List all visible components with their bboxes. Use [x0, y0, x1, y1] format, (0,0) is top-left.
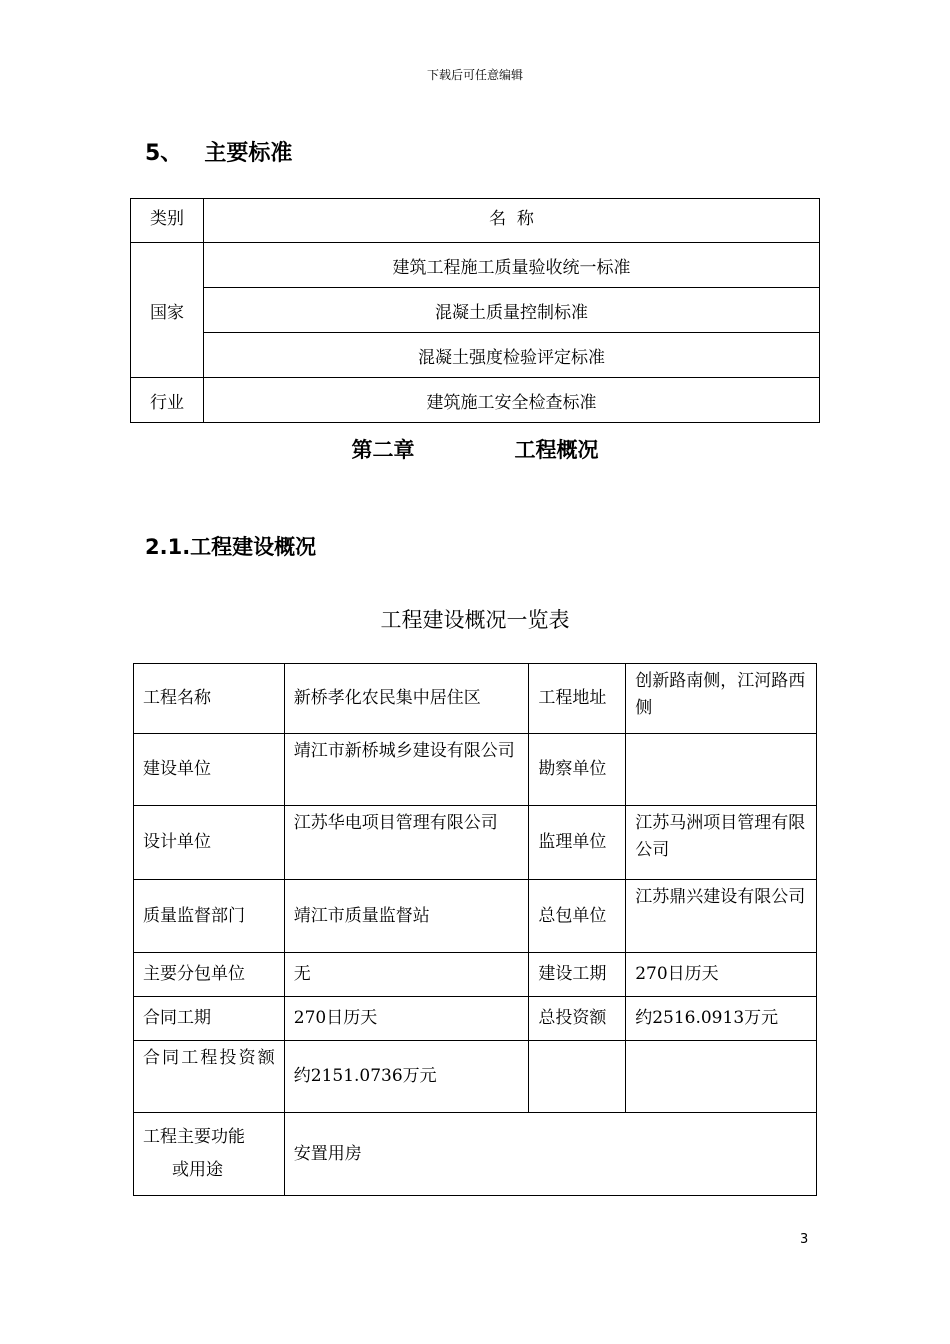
value-cell: 约2151.0736万元	[284, 1041, 529, 1113]
function-label-cell	[134, 1113, 285, 1196]
category-cell: 国家	[131, 243, 204, 378]
label-cell: 总投资额	[529, 997, 626, 1041]
standards-table	[130, 198, 820, 423]
value-cell: 270日历天	[626, 953, 817, 997]
header-name: 名 称	[204, 199, 820, 243]
table-row	[134, 1041, 817, 1113]
project-info-table	[133, 663, 817, 1196]
function-label-line1: 工程主要功能	[143, 1127, 245, 1147]
value-cell: 江苏马洲项目管理有限公司	[626, 806, 817, 880]
standard-name: 混凝土强度检验评定标准	[204, 333, 820, 378]
chapter-title: 工程概况	[514, 438, 599, 462]
value-cell: 江苏华电项目管理有限公司	[284, 806, 529, 880]
table-row	[134, 997, 817, 1041]
label-cell: 建设单位	[134, 734, 285, 806]
standard-name: 建筑工程施工质量验收统一标准	[204, 243, 820, 288]
value-cell: 新桥孝化农民集中居住区	[284, 664, 529, 734]
category-cell: 行业	[131, 378, 204, 423]
value-cell: 270日历天	[284, 997, 529, 1041]
value-cell: 靖江市质量监督站	[284, 880, 529, 953]
page-number: 3	[800, 1232, 809, 1247]
chapter-heading	[0, 434, 950, 464]
table-row	[131, 288, 820, 333]
value-cell	[626, 1041, 817, 1113]
label-cell: 建设工期	[529, 953, 626, 997]
label-cell: 勘察单位	[529, 734, 626, 806]
section-heading: 主要标准	[204, 141, 293, 166]
label-cell: 设计单位	[134, 806, 285, 880]
table-row	[134, 953, 817, 997]
page-header-note: 下载后可任意编辑	[426, 68, 523, 82]
standard-name: 建筑施工安全检查标准	[204, 378, 820, 423]
table-row	[131, 333, 820, 378]
label-cell: 工程名称	[134, 664, 285, 734]
section-number: 5、	[145, 141, 183, 166]
table-row	[134, 806, 817, 880]
standards-header-row	[131, 199, 820, 243]
label-cell: 监理单位	[529, 806, 626, 880]
label-cell: 质量监督部门	[134, 880, 285, 953]
label-cell: 合同工期	[134, 997, 285, 1041]
header-category: 类别	[131, 199, 204, 243]
value-cell	[626, 734, 817, 806]
function-label-line2: 或用途	[172, 1160, 223, 1180]
table-row	[134, 1113, 817, 1196]
value-cell: 靖江市新桥城乡建设有限公司	[284, 734, 529, 806]
function-value-cell: 安置用房	[284, 1113, 816, 1196]
chapter-number: 第二章	[351, 438, 415, 462]
value-cell: 约2516.0913万元	[626, 997, 817, 1041]
table-row	[134, 734, 817, 806]
value-cell: 江苏鼎兴建设有限公司	[626, 880, 817, 953]
label-cell	[529, 1041, 626, 1113]
standard-name: 混凝土质量控制标准	[204, 288, 820, 333]
table-row	[131, 243, 820, 288]
label-cell: 工程地址	[529, 664, 626, 734]
section-title	[145, 136, 292, 167]
subsection-title: 2.1.工程建设概况	[145, 535, 317, 559]
value-cell: 创新路南侧，江河路西侧	[626, 664, 817, 734]
label-cell: 主要分包单位	[134, 953, 285, 997]
label-cell: 合同工程投资额	[134, 1041, 285, 1113]
table-row	[131, 378, 820, 423]
table-caption: 工程建设概况一览表	[380, 608, 570, 632]
label-cell: 总包单位	[529, 880, 626, 953]
table-row	[134, 664, 817, 734]
value-cell: 无	[284, 953, 529, 997]
table-row	[134, 880, 817, 953]
